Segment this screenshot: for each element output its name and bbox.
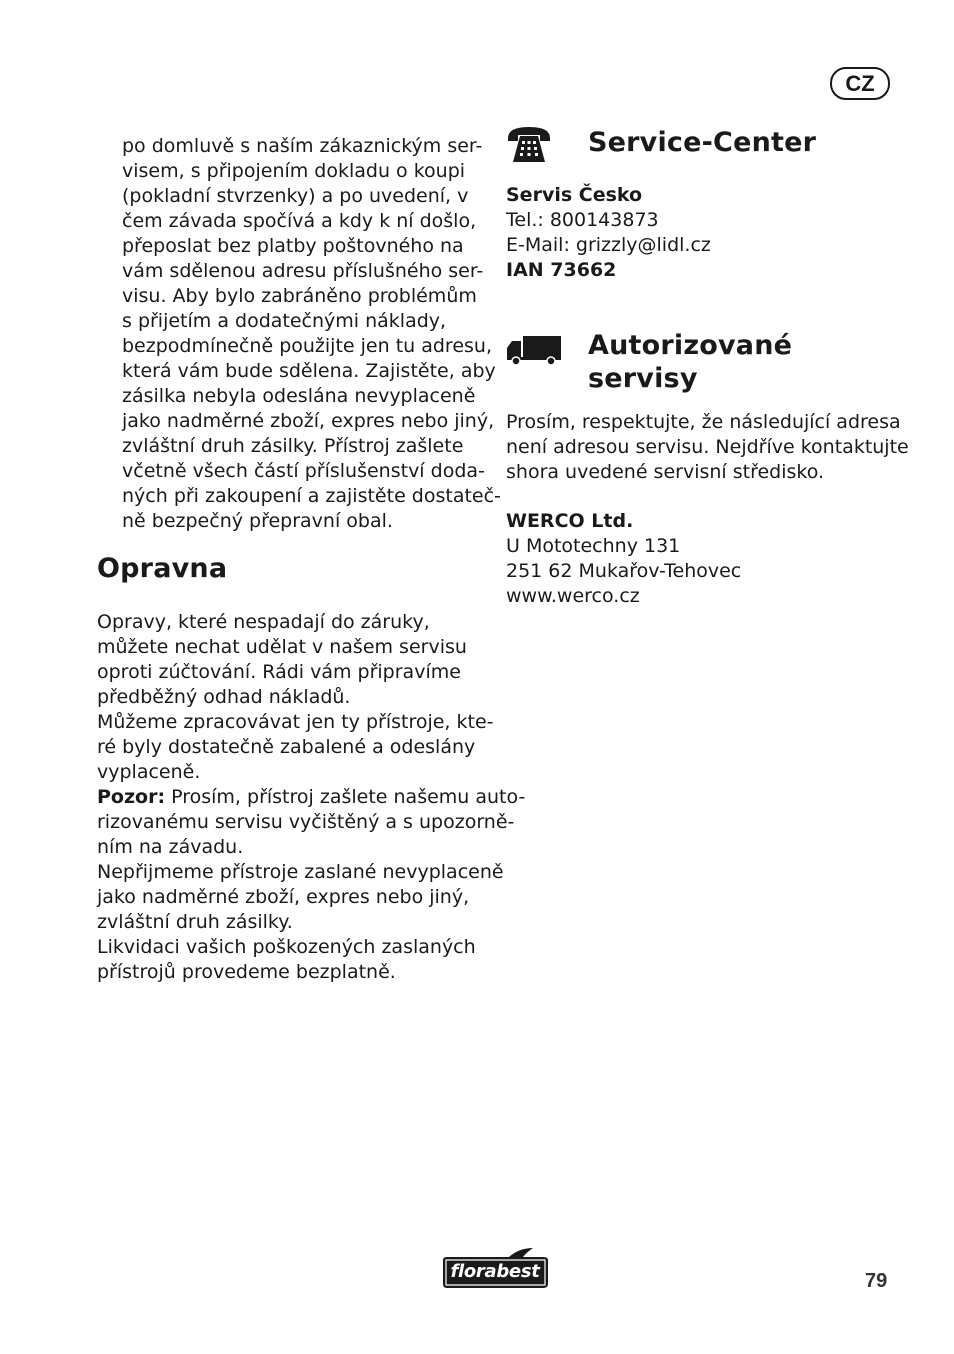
truck-icon xyxy=(505,334,563,366)
text-line: ných při zakoupení a zajistěte dostateč- xyxy=(122,485,501,507)
repair-heading: Opravna xyxy=(97,553,228,584)
text-line: včetně všech částí příslušenství doda- xyxy=(122,460,485,482)
text-line: Nepřijmeme přístroje zaslané nevyplaceně xyxy=(97,861,504,883)
text-line: jako nadměrné zboží, expres nebo jiný, xyxy=(97,886,470,908)
text-line: Opravy, které nespadají do záruky, xyxy=(97,611,430,633)
telephone-icon xyxy=(505,124,553,166)
heading-line: Autorizované xyxy=(588,330,793,361)
company-address xyxy=(506,509,741,609)
text-line: můžete nechat udělat v našem servisu xyxy=(97,636,467,658)
website-link: www.werco.cz xyxy=(506,585,640,607)
text-line: zvláštní druh zásilky. Přístroj zašlete xyxy=(122,435,464,457)
attention-label: Pozor: xyxy=(97,786,166,808)
text-line: čem závada spočívá a kdy k ní došlo, xyxy=(122,210,477,232)
attention-text: Prosím, přístroj zašlete našemu auto- xyxy=(165,786,526,808)
text-line: bezpodmínečně použijte jen tu adresu, xyxy=(122,335,492,357)
company-name: WERCO Ltd. xyxy=(506,510,634,532)
text-line: předběžný odhad nákladů. xyxy=(97,686,351,708)
text-line: zásilka nebyla odeslána nevyplaceně xyxy=(122,385,476,407)
repair-text xyxy=(97,610,525,985)
street-address: U Mototechny 131 xyxy=(506,535,681,557)
city-address: 251 62 Mukařov-Tehovec xyxy=(506,560,742,582)
text-line: přístrojů provedeme bezplatně. xyxy=(97,961,396,983)
text-line: zvláštní druh zásilky. xyxy=(97,911,293,933)
phone-number: Tel.: 800143873 xyxy=(506,209,659,231)
text-line: po domluvě s naším zákaznickým ser- xyxy=(122,135,483,157)
service-name: Servis Česko xyxy=(506,184,643,206)
text-line: rizovanému servisu vyčištěný a s upozorně- xyxy=(97,811,515,833)
page-number: 79 xyxy=(865,1270,888,1292)
text-line: která vám bude sdělena. Zajistěte, aby xyxy=(122,360,496,382)
text-line: Můžeme zpracovávat jen ty přístroje, kte- xyxy=(97,711,494,733)
text-line: visem, s připojením dokladu o koupi xyxy=(122,160,466,182)
text-line: není adresou servisu. Nejdříve kontaktujte xyxy=(506,436,909,458)
warranty-continuation-text xyxy=(122,134,501,534)
text-line: oproti zúčtování. Rádi vám připravíme xyxy=(97,661,461,683)
ian-number: IAN 73662 xyxy=(506,259,617,281)
text-line: jako nadměrné zboží, expres nebo jiný, xyxy=(122,410,495,432)
email-address: E-Mail: grizzly@lidl.cz xyxy=(506,234,711,256)
florabest-logo: florabest xyxy=(450,1260,540,1282)
service-contact xyxy=(506,183,711,283)
authorized-service-heading xyxy=(588,329,792,395)
text-line: (pokladní stvrzenky) a po uvedení, v xyxy=(122,185,469,207)
text-line: s přijetím a dodatečnými náklady, xyxy=(122,310,447,332)
service-center-heading: Service-Center xyxy=(588,127,817,158)
text-line: ně bezpečný přepravní obal. xyxy=(122,510,393,532)
text-line: ré byly dostatečně zabalené a odeslány xyxy=(97,736,476,758)
heading-line: servisy xyxy=(588,363,698,394)
text-line: přeposlat bez platby poštovného na xyxy=(122,235,464,257)
language-badge: CZ xyxy=(830,67,890,100)
text-line: vám sdělenou adresu příslušného ser- xyxy=(122,260,484,282)
text-line: Likvidaci vašich poškozených zaslaných xyxy=(97,936,476,958)
attention-line xyxy=(97,785,525,810)
text-line: shora uvedené servisní středisko. xyxy=(506,461,825,483)
text-line: visu. Aby bylo zabráněno problémům xyxy=(122,285,477,307)
text-line: ním na závadu. xyxy=(97,836,244,858)
text-line: vyplaceně. xyxy=(97,761,201,783)
text-line: Prosím, respektujte, že následující adresa xyxy=(506,411,901,433)
authorized-notice xyxy=(506,410,909,485)
